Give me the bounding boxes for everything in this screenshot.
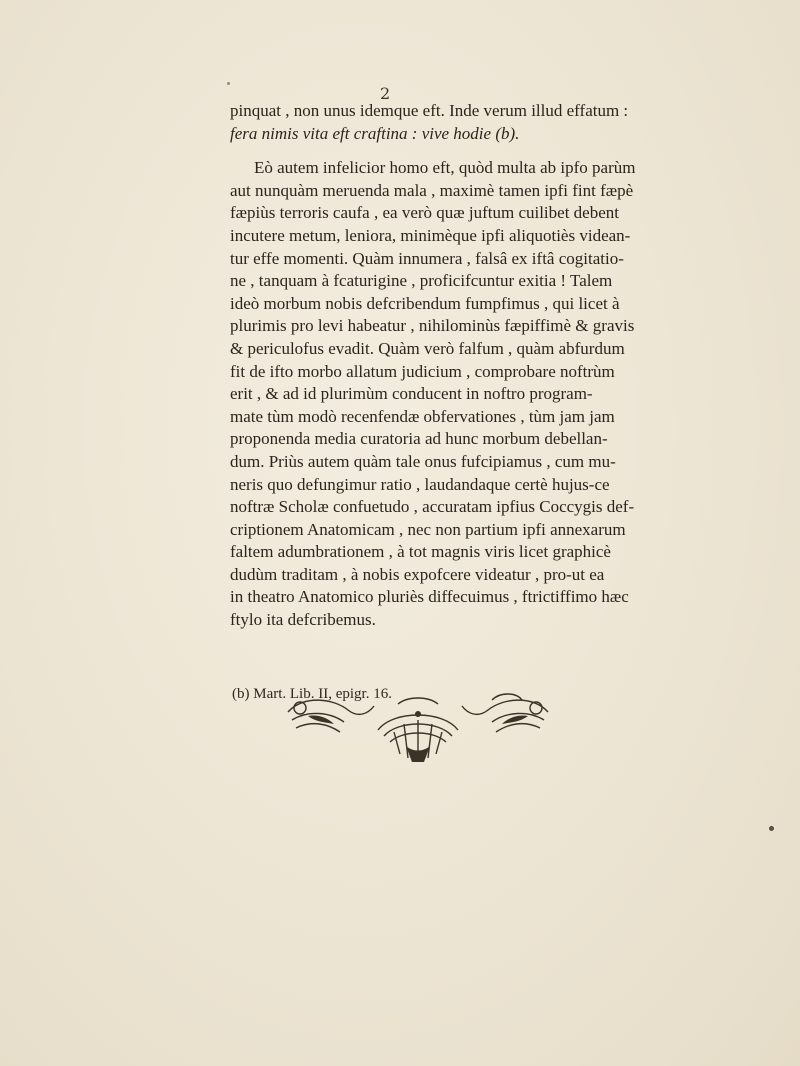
footnote: (b) Mart. Lib. II, epigr. 16.	[232, 686, 392, 702]
paper-speck	[227, 82, 230, 85]
text-line: Eò autem infelicior homo eft, quòd multa ab ipfo parùm	[254, 158, 636, 178]
text-line: ideò morbum nobis defcribendum fumpfimus , qui licet à	[230, 293, 620, 313]
text-line: faltem adumbrationem , à tot magnis viris licet graphicè	[230, 542, 611, 562]
text-line: aut nunquàm meruenda mala , maximè tamen ipfi fint fæpè	[230, 180, 634, 200]
text-line: pinquat , non unus idemque eft. Inde verum illud effatum :	[230, 101, 629, 120]
decorative-ornament-icon	[278, 690, 558, 770]
text-line: incutere metum, leniora, minimèque ipfi aliquotiès videan-	[230, 225, 631, 245]
page-number: 2	[380, 84, 391, 103]
text-line: fæpiùs terroris caufa , ea verò quæ juftum cuilibet debent	[230, 203, 619, 223]
text-line	[230, 145, 800, 157]
text-line: criptionem Anatomicam , nec non partium ipfi annexarum	[230, 519, 626, 539]
text-line: proponenda media curatoria ad hunc morbum debellan-	[230, 429, 608, 449]
paper-speck	[769, 826, 774, 831]
text-line: mate tùm modò recenfendæ obfervationes , tùm jam jam	[230, 406, 615, 426]
body-text	[230, 100, 800, 632]
text-line: ftylo ita defcribemus.	[230, 610, 376, 630]
text-line: fera nimis vita eft craftina : vive hodie (b).	[230, 123, 520, 143]
text-line: & periculofus evadit. Quàm verò falfum , quàm abfurdum	[230, 338, 625, 358]
text-line: noftræ Scholæ confuetudo , accuratam ipfius Coccygis def-	[230, 497, 635, 517]
text-line: dudùm traditam , à nobis expofcere videatur , pro-ut ea	[230, 564, 605, 584]
text-line: tur effe momenti. Quàm innumera , falsâ ex iftâ cogitatio-	[230, 248, 624, 268]
text-line: in theatro Anatomico pluriès diffecuimus , ftrictiffimo hæc	[230, 587, 629, 607]
text-line: erit , & ad id plurimùm conducent in noftro program-	[230, 384, 593, 404]
text-line: neris quo defungimur ratio , laudandaque certè hujus-ce	[230, 474, 610, 494]
text-line: plurimis pro levi habeatur , nihilominùs fæpiffimè & gravis	[230, 316, 635, 336]
text-line: fit de ifto morbo allatum judicium , comprobare noftrùm	[230, 361, 615, 381]
text-line: ne , tanquam à fcaturigine , proficifcuntur exitia ! Talem	[230, 271, 613, 291]
text-line: dum. Priùs autem quàm tale onus fufcipiamus , cum mu-	[230, 451, 616, 471]
